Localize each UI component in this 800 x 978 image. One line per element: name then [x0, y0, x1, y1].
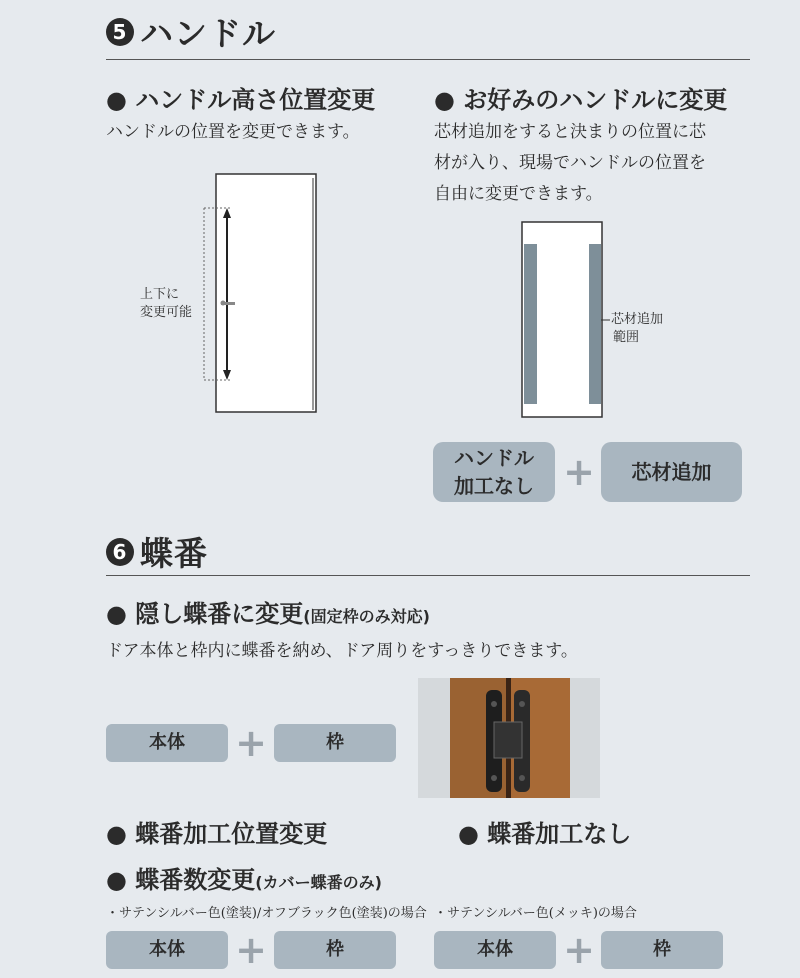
- core-label-1: 芯材追加: [611, 312, 664, 327]
- core-material-pill: 芯材追加: [601, 442, 742, 502]
- hinge-screw: [491, 701, 497, 707]
- section6-title: [106, 528, 208, 575]
- handle-height-heading: ● ハンドル高さ位置変更: [106, 86, 376, 114]
- hinge-mechanism: [494, 722, 522, 758]
- door-frame: [216, 174, 316, 412]
- core-material-diagram: [520, 220, 610, 420]
- hinge-no-processing-heading: ● 蝶番加工なし: [458, 820, 632, 848]
- core-material-left: [524, 244, 537, 404]
- hinge-count-heading-note: (カバー蝶番のみ): [255, 873, 382, 892]
- hinge-count-heading: [106, 860, 382, 895]
- section5-divider: [106, 59, 750, 60]
- section5-number-badge: 5: [106, 18, 134, 46]
- diagram-label-2: 変更可能: [140, 305, 193, 320]
- pill-line-2: 加工なし: [454, 474, 534, 498]
- pill-line-1: ハンドル: [454, 446, 534, 470]
- section6-number-badge: 6: [106, 538, 134, 566]
- hinge-screw: [491, 775, 497, 781]
- preferred-handle-heading: ● お好みのハンドルに変更: [434, 86, 728, 114]
- preferred-handle-text-2: 材が入り、現場でハンドルの位置を: [434, 153, 706, 173]
- hidden-hinge-photo: [418, 678, 600, 798]
- plus-icon: +: [235, 721, 267, 765]
- handle-knob: [221, 301, 226, 306]
- plus-icon: +: [235, 928, 267, 972]
- core-material-right: [589, 244, 601, 404]
- section6-divider: [106, 575, 750, 576]
- hinge-position-heading: ● 蝶番加工位置変更: [106, 820, 328, 848]
- section5-title: [106, 8, 276, 55]
- count-right-frame-pill: 枠: [601, 931, 723, 969]
- hidden-hinge-heading-note: (固定枠のみ対応): [303, 607, 430, 626]
- hidden-hinge-heading: [106, 594, 430, 629]
- count-left-frame-pill: 枠: [274, 931, 396, 969]
- hinge-note-left: ・サテンシルバー色(塗装)/オフブラック色(塗装)の場合: [106, 906, 427, 921]
- hinge-screw: [519, 701, 525, 707]
- preferred-handle-text-1: 芯材追加をすると決まりの位置に芯: [434, 122, 706, 142]
- plus-icon: +: [563, 928, 595, 972]
- frame-pill: 枠: [274, 724, 396, 762]
- hinge-count-heading-text: ● 蝶番数変更: [106, 866, 256, 894]
- section6-title-text: 蝶番: [140, 534, 208, 573]
- hinge-screw: [519, 775, 525, 781]
- hidden-hinge-text: ドア本体と枠内に蝶番を納め、ドア周りをすっきりできます。: [106, 641, 578, 661]
- count-right-body-pill: 本体: [434, 931, 556, 969]
- diagram-label-1: 上下に: [140, 287, 180, 302]
- hidden-hinge-heading-text: ● 隠し蝶番に変更: [106, 600, 304, 628]
- section5-title-text: ハンドル: [140, 14, 276, 53]
- handle-no-processing-pill: [433, 442, 555, 502]
- body-pill: 本体: [106, 724, 228, 762]
- count-left-body-pill: 本体: [106, 931, 228, 969]
- hinge-note-right: ・サテンシルバー色(メッキ)の場合: [434, 906, 637, 921]
- core-label-2: 範囲: [613, 330, 640, 345]
- plus-icon: +: [563, 450, 595, 494]
- handle-height-text: ハンドルの位置を変更できます。: [106, 122, 360, 142]
- preferred-handle-text-3: 自由に変更できます。: [434, 184, 603, 204]
